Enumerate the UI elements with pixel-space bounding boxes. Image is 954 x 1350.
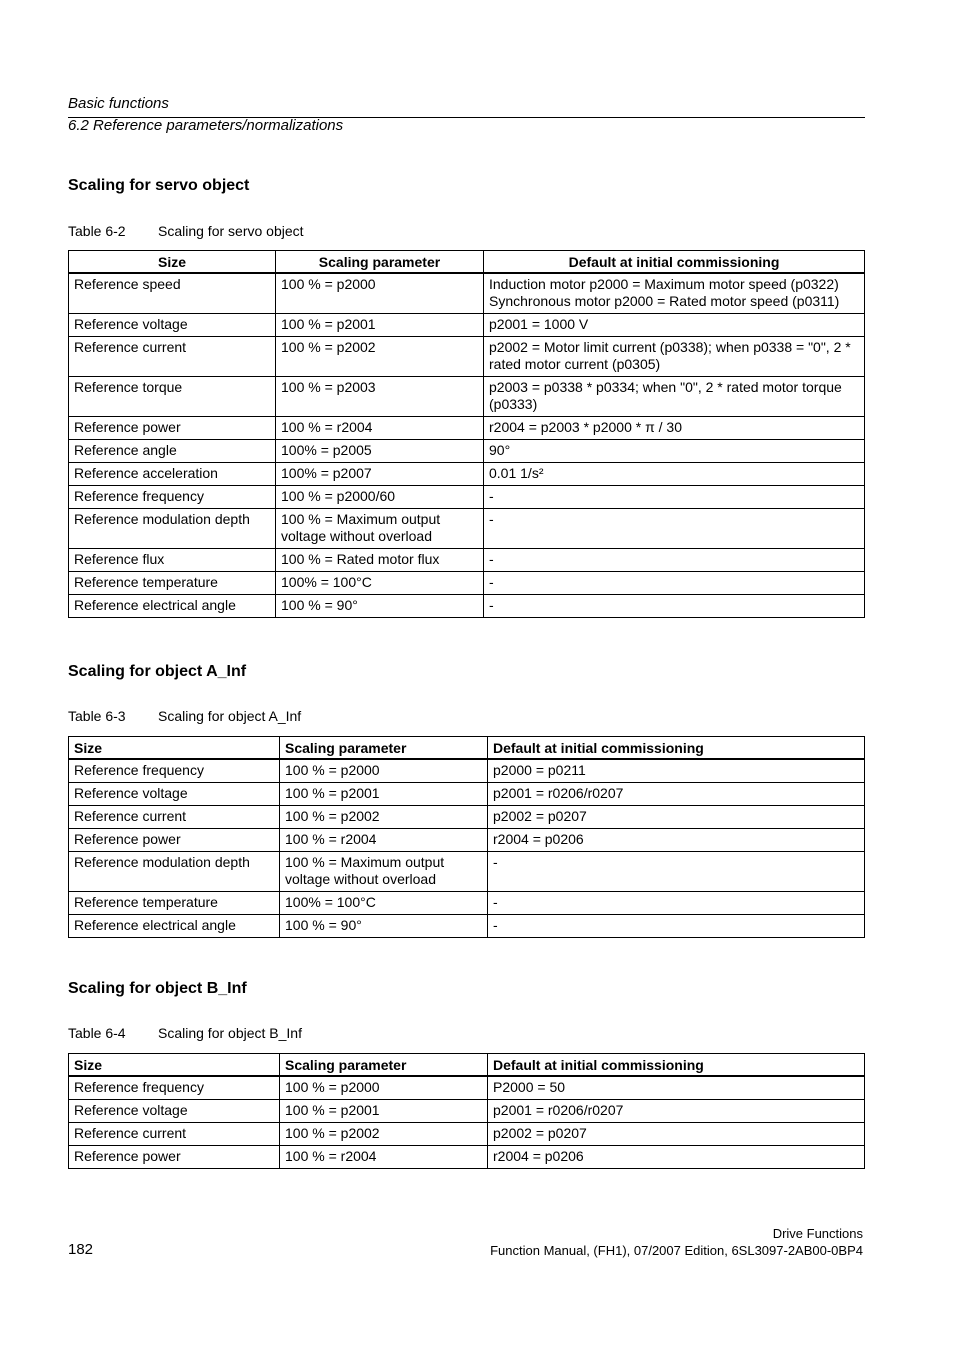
cell-default: - — [484, 549, 865, 572]
cell-size: Reference frequency — [69, 486, 276, 509]
cell-default: p2000 = p0211 — [488, 759, 865, 783]
table-row — [69, 572, 865, 595]
table-b-inf-scaling — [68, 1053, 865, 1169]
cell-size: Reference speed — [69, 273, 276, 314]
cell-default: 0.01 1/s² — [484, 463, 865, 486]
cell-default: p2002 = p0207 — [488, 806, 865, 829]
table-row — [69, 915, 865, 938]
cell-scaling-parameter: 100 % = r2004 — [276, 417, 484, 440]
cell-size: Reference voltage — [69, 783, 280, 806]
cell-default: r2004 = p2003 * p2000 * π / 30 — [484, 417, 865, 440]
caption-title: Scaling for servo object — [158, 223, 304, 239]
cell-scaling-parameter: 100% = 100°C — [276, 572, 484, 595]
cell-size: Reference power — [69, 829, 280, 852]
table-row — [69, 595, 865, 618]
table-row — [69, 829, 865, 852]
cell-default: p2002 = p0207 — [488, 1123, 865, 1146]
cell-default: p2001 = 1000 V — [484, 314, 865, 337]
caption-title: Scaling for object A_Inf — [158, 708, 302, 724]
section-heading-servo: Scaling for servo object — [68, 177, 250, 194]
table-row — [69, 549, 865, 572]
cell-size: Reference electrical angle — [69, 915, 280, 938]
table-row — [69, 314, 865, 337]
column-header-size: Size — [69, 1054, 280, 1077]
cell-scaling-parameter: 100% = p2005 — [276, 440, 484, 463]
caption-number: Table 6-4 — [68, 1025, 126, 1041]
cell-scaling-parameter: 100 % = p2001 — [280, 1100, 488, 1123]
cell-scaling-parameter: 100 % = Maximum output voltage without overload — [280, 852, 488, 892]
cell-size: Reference temperature — [69, 572, 276, 595]
column-header-size: Size — [69, 251, 276, 274]
column-header-default: Default at initial commissioning — [484, 251, 865, 274]
column-header-default: Default at initial commissioning — [488, 737, 865, 760]
cell-scaling-parameter: 100 % = p2000 — [276, 273, 484, 314]
cell-size: Reference current — [69, 806, 280, 829]
table-row — [69, 337, 865, 377]
cell-size: Reference modulation depth — [69, 852, 280, 892]
cell-scaling-parameter: 100 % = p2001 — [276, 314, 484, 337]
table-caption-6-3 — [68, 708, 301, 724]
section-heading-b-inf: Scaling for object B_Inf — [68, 980, 247, 997]
cell-size: Reference current — [69, 337, 276, 377]
table-row — [69, 783, 865, 806]
table-row — [69, 1123, 865, 1146]
cell-scaling-parameter: 100 % = p2000 — [280, 1076, 488, 1100]
cell-size: Reference flux — [69, 549, 276, 572]
table-row — [69, 463, 865, 486]
cell-size: Reference power — [69, 1146, 280, 1169]
cell-size: Reference angle — [69, 440, 276, 463]
cell-size: Reference current — [69, 1123, 280, 1146]
table-caption-6-4 — [68, 1025, 302, 1041]
page-number: 182 — [68, 1241, 94, 1258]
table-row — [69, 273, 865, 314]
column-header-scaling-parameter: Scaling parameter — [276, 251, 484, 274]
table-caption-6-2 — [68, 223, 304, 239]
table-body — [69, 273, 865, 618]
cell-size: Reference electrical angle — [69, 595, 276, 618]
footer-title: Drive Functions — [772, 1226, 863, 1241]
cell-default: - — [488, 892, 865, 915]
running-header-section: 6.2 Reference parameters/normalizations — [68, 117, 344, 134]
cell-default: r2004 = p0206 — [488, 829, 865, 852]
cell-scaling-parameter: 100% = p2007 — [276, 463, 484, 486]
caption-number: Table 6-3 — [68, 708, 126, 724]
table-row — [69, 1100, 865, 1123]
cell-size: Reference temperature — [69, 892, 280, 915]
column-header-scaling-parameter: Scaling parameter — [280, 1054, 488, 1077]
cell-scaling-parameter: 100 % = p2002 — [280, 1123, 488, 1146]
cell-scaling-parameter: 100 % = Rated motor flux — [276, 549, 484, 572]
cell-size: Reference power — [69, 417, 276, 440]
cell-size: Reference torque — [69, 377, 276, 417]
cell-size: Reference acceleration — [69, 463, 276, 486]
cell-default: - — [484, 595, 865, 618]
caption-number: Table 6-2 — [68, 223, 126, 239]
footer-manual-info: Function Manual, (FH1), 07/2007 Edition, 6SL3097-2AB00-0BP4 — [490, 1243, 863, 1258]
table-row — [69, 892, 865, 915]
section-heading-a-inf: Scaling for object A_Inf — [68, 663, 247, 680]
cell-scaling-parameter: 100 % = r2004 — [280, 829, 488, 852]
table-row — [69, 1076, 865, 1100]
column-header-size: Size — [69, 737, 280, 760]
cell-default: p2001 = r0206/r0207 — [488, 1100, 865, 1123]
cell-default: r2004 = p0206 — [488, 1146, 865, 1169]
caption-title: Scaling for object B_Inf — [158, 1025, 302, 1041]
cell-scaling-parameter: 100 % = 90° — [280, 915, 488, 938]
cell-default: p2003 = p0338 * p0334; when "0", 2 * rated motor torque (p0333) — [484, 377, 865, 417]
cell-scaling-parameter: 100 % = Maximum output voltage without overload — [276, 509, 484, 549]
cell-default: - — [488, 915, 865, 938]
cell-scaling-parameter: 100 % = r2004 — [280, 1146, 488, 1169]
table-row — [69, 440, 865, 463]
cell-scaling-parameter: 100 % = p2000 — [280, 759, 488, 783]
cell-size: Reference frequency — [69, 1076, 280, 1100]
cell-default: 90° — [484, 440, 865, 463]
table-servo-scaling — [68, 250, 865, 618]
cell-default: - — [484, 486, 865, 509]
table-row — [69, 486, 865, 509]
cell-size: Reference frequency — [69, 759, 280, 783]
cell-scaling-parameter: 100% = 100°C — [280, 892, 488, 915]
table-a-inf-scaling — [68, 736, 865, 938]
running-header-chapter: Basic functions — [68, 95, 169, 112]
cell-scaling-parameter: 100 % = p2000/60 — [276, 486, 484, 509]
table-row — [69, 417, 865, 440]
cell-default: p2002 = Motor limit current (p0338); when p0338 = "0", 2 * rated motor current (p0305) — [484, 337, 865, 377]
cell-scaling-parameter: 100 % = p2002 — [280, 806, 488, 829]
cell-default: - — [484, 509, 865, 549]
cell-default: - — [488, 852, 865, 892]
table-row — [69, 806, 865, 829]
table-row — [69, 852, 865, 892]
cell-default: p2001 = r0206/r0207 — [488, 783, 865, 806]
table-row — [69, 1146, 865, 1169]
cell-default: - — [484, 572, 865, 595]
cell-scaling-parameter: 100 % = 90° — [276, 595, 484, 618]
table-row — [69, 509, 865, 549]
cell-default: Induction motor p2000 = Maximum motor speed (p0322) Synchronous motor p2000 = Rated motor speed (p0311) — [484, 273, 865, 314]
table-body — [69, 1076, 865, 1169]
table-body — [69, 759, 865, 938]
cell-scaling-parameter: 100 % = p2002 — [276, 337, 484, 377]
table-row — [69, 377, 865, 417]
cell-default: P2000 = 50 — [488, 1076, 865, 1100]
cell-scaling-parameter: 100 % = p2003 — [276, 377, 484, 417]
column-header-scaling-parameter: Scaling parameter — [280, 737, 488, 760]
cell-scaling-parameter: 100 % = p2001 — [280, 783, 488, 806]
cell-size: Reference voltage — [69, 314, 276, 337]
cell-size: Reference modulation depth — [69, 509, 276, 549]
table-row — [69, 759, 865, 783]
column-header-default: Default at initial commissioning — [488, 1054, 865, 1077]
cell-size: Reference voltage — [69, 1100, 280, 1123]
